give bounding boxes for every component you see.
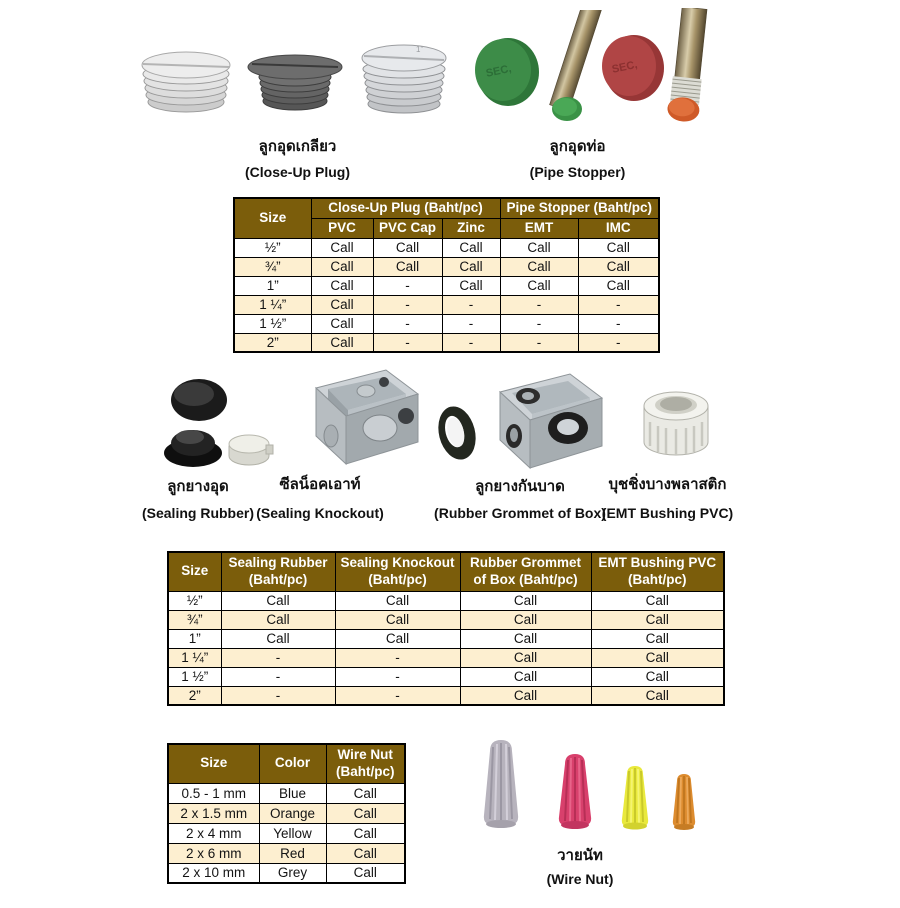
- value-cell: -: [221, 667, 335, 686]
- value-cell: Call: [373, 257, 442, 276]
- value-cell: Call: [221, 591, 335, 610]
- table-row: [168, 610, 724, 629]
- wire-nut-title-th: วายนัท: [557, 847, 603, 864]
- value-cell: Call: [460, 667, 591, 686]
- value-cell: Call: [460, 629, 591, 648]
- column-header: Rubber Grommet of Box (Baht/pc): [460, 552, 591, 591]
- table-row: [234, 314, 659, 333]
- value-cell: Call: [500, 257, 578, 276]
- value-cell: Call: [311, 333, 373, 352]
- sealing-rubber-title-en: (Sealing Rubber): [141, 505, 254, 521]
- table-row: [168, 591, 724, 610]
- column-header: Color: [259, 744, 326, 783]
- value-cell: -: [578, 333, 659, 352]
- value-cell: -: [373, 276, 442, 295]
- value-cell: -: [221, 648, 335, 667]
- value-cell: Call: [326, 783, 405, 803]
- value-cell: Call: [591, 591, 724, 610]
- size-cell: 1”: [234, 276, 311, 295]
- column-header: Zinc: [442, 218, 500, 238]
- size-cell: 1 ¼”: [234, 295, 311, 314]
- size-cell: 1 ¼”: [168, 648, 221, 667]
- value-cell: Call: [591, 629, 724, 648]
- table-row: [168, 648, 724, 667]
- table-row: [234, 238, 659, 257]
- value-cell: -: [442, 295, 500, 314]
- size-cell: 2 x 1.5 mm: [168, 803, 259, 823]
- size-cell: 2 x 10 mm: [168, 863, 259, 883]
- pipe-stopper-red-cap-photo: [598, 32, 666, 109]
- value-cell: -: [373, 295, 442, 314]
- sealing-knockout-title-th: ซีลน็อคเอาท์: [279, 476, 361, 493]
- pipe-stopper-title-th: ลูกอุดท่อ: [549, 138, 606, 155]
- table-row: [168, 823, 405, 843]
- table-row: [168, 667, 724, 686]
- size-cell: 2 x 6 mm: [168, 843, 259, 863]
- table-row: [234, 257, 659, 276]
- size-cell: ½”: [234, 238, 311, 257]
- value-cell: Call: [311, 295, 373, 314]
- value-cell: -: [500, 333, 578, 352]
- close-up-plug-title-en: (Close-Up Plug): [245, 164, 350, 180]
- value-cell: Call: [500, 276, 578, 295]
- value-cell: Call: [578, 238, 659, 257]
- value-cell: Call: [442, 238, 500, 257]
- value-cell: Call: [326, 803, 405, 823]
- value-cell: Call: [326, 843, 405, 863]
- value-cell: Call: [373, 238, 442, 257]
- plug-stopper-price-table: [233, 197, 660, 353]
- column-header: Sealing Rubber (Baht/pc): [221, 552, 335, 591]
- value-cell: Call: [591, 667, 724, 686]
- size-cell: ¾”: [234, 257, 311, 276]
- size-cell: 1 ½”: [234, 314, 311, 333]
- value-cell: -: [442, 333, 500, 352]
- wire-nut-title-en: (Wire Nut): [546, 871, 614, 887]
- size-cell: 0.5 - 1 mm: [168, 783, 259, 803]
- value-cell: Call: [591, 610, 724, 629]
- value-cell: Call: [335, 591, 460, 610]
- value-cell: Yellow: [259, 823, 326, 843]
- table-row: [234, 276, 659, 295]
- pipe-stopper-imc-pipe-photo: [660, 8, 722, 131]
- size-cell: 1”: [168, 629, 221, 648]
- size-cell: 2”: [168, 686, 221, 705]
- value-cell: -: [221, 686, 335, 705]
- close-up-plug-title-th: ลูกอุดเกลียว: [258, 138, 337, 155]
- emt-bushing-title-en: (EMT Bushing PVC): [601, 505, 734, 521]
- value-cell: Call: [460, 591, 591, 610]
- column-header: Wire Nut (Baht/pc): [326, 744, 405, 783]
- sealing-price-table: [167, 551, 725, 706]
- value-cell: Call: [578, 276, 659, 295]
- column-header: PVC: [311, 218, 373, 238]
- wire-nut-grey-photo: [468, 735, 534, 836]
- column-header: EMT: [500, 218, 578, 238]
- emt-bushing-title-th: บุชชิ่งบางพลาสติก: [608, 476, 727, 493]
- value-cell: -: [373, 333, 442, 352]
- sealing-knockout-plug-photo: [222, 428, 276, 475]
- value-cell: Call: [578, 257, 659, 276]
- value-cell: Call: [221, 610, 335, 629]
- close-up-plug-pvc-photo: [138, 45, 234, 120]
- svg-text:SEC,: SEC,: [610, 58, 639, 76]
- size-cell: ¾”: [168, 610, 221, 629]
- value-cell: Call: [591, 686, 724, 705]
- size-cell: 2 x 4 mm: [168, 823, 259, 843]
- svg-text:SEC,: SEC,: [484, 62, 513, 80]
- size-cell: 1 ½”: [168, 667, 221, 686]
- column-header: Sealing Knockout (Baht/pc): [335, 552, 460, 591]
- value-cell: -: [578, 314, 659, 333]
- wire-nut-price-table: [167, 743, 406, 884]
- value-cell: Call: [311, 257, 373, 276]
- value-cell: Call: [442, 276, 500, 295]
- close-up-plug-pvc-cap-photo: [246, 52, 344, 119]
- table-row: [168, 783, 405, 803]
- table-row: [168, 843, 405, 863]
- pipe-stopper-green-cap-photo: [470, 34, 542, 113]
- table-row: [234, 333, 659, 352]
- value-cell: Call: [460, 648, 591, 667]
- value-cell: Orange: [259, 803, 326, 823]
- value-cell: Grey: [259, 863, 326, 883]
- value-cell: -: [335, 686, 460, 705]
- column-header: Size: [168, 744, 259, 783]
- value-cell: Call: [591, 648, 724, 667]
- size-cell: ½”: [168, 591, 221, 610]
- sealing-knockout-box-photo: [288, 364, 422, 475]
- value-cell: -: [578, 295, 659, 314]
- value-cell: -: [335, 667, 460, 686]
- column-header: Size: [234, 198, 311, 238]
- value-cell: -: [442, 314, 500, 333]
- rubber-grommet-box-photo: [476, 366, 604, 477]
- column-header: EMT Bushing PVC (Baht/pc): [591, 552, 724, 591]
- table-row: [168, 686, 724, 705]
- column-header: IMC: [578, 218, 659, 238]
- rubber-grommet-ring-photo: [434, 400, 480, 471]
- value-cell: Call: [335, 629, 460, 648]
- value-cell: Red: [259, 843, 326, 863]
- sealing-rubber-title-th: ลูกยางอุด: [167, 478, 229, 495]
- value-cell: -: [500, 314, 578, 333]
- value-cell: Call: [311, 314, 373, 333]
- table-row: [234, 295, 659, 314]
- wire-nut-pink-photo: [546, 750, 604, 836]
- table-row: [168, 629, 724, 648]
- pipe-stopper-title-en: (Pipe Stopper): [529, 164, 626, 180]
- rubber-grommet-title-th: ลูกยางกันบาด: [475, 478, 565, 495]
- value-cell: Call: [326, 863, 405, 883]
- svg-text:1”: 1”: [416, 45, 424, 54]
- value-cell: Call: [311, 238, 373, 257]
- value-cell: -: [500, 295, 578, 314]
- table-row: [168, 863, 405, 883]
- pipe-stopper-emt-pipe-photo: [540, 10, 606, 129]
- value-cell: Call: [442, 257, 500, 276]
- column-header: Pipe Stopper (Baht/pc): [500, 198, 659, 218]
- value-cell: Call: [221, 629, 335, 648]
- column-header: PVC Cap: [373, 218, 442, 238]
- close-up-plug-zinc-photo: [358, 40, 450, 123]
- value-cell: -: [335, 648, 460, 667]
- value-cell: Call: [335, 610, 460, 629]
- value-cell: Call: [326, 823, 405, 843]
- value-cell: Call: [460, 686, 591, 705]
- value-cell: Call: [460, 610, 591, 629]
- emt-bushing-photo: [634, 382, 718, 469]
- value-cell: Blue: [259, 783, 326, 803]
- value-cell: -: [373, 314, 442, 333]
- wire-nut-yellow-photo: [610, 762, 660, 836]
- size-cell: 2”: [234, 333, 311, 352]
- table-row: [168, 803, 405, 823]
- value-cell: Call: [311, 276, 373, 295]
- value-cell: Call: [500, 238, 578, 257]
- column-header: Size: [168, 552, 221, 591]
- rubber-grommet-title-en: (Rubber Grommet of Box): [434, 505, 606, 521]
- column-header: Close-Up Plug (Baht/pc): [311, 198, 500, 218]
- wire-nut-orange-photo: [663, 770, 705, 836]
- sealing-knockout-title-en: (Sealing Knockout): [256, 505, 384, 521]
